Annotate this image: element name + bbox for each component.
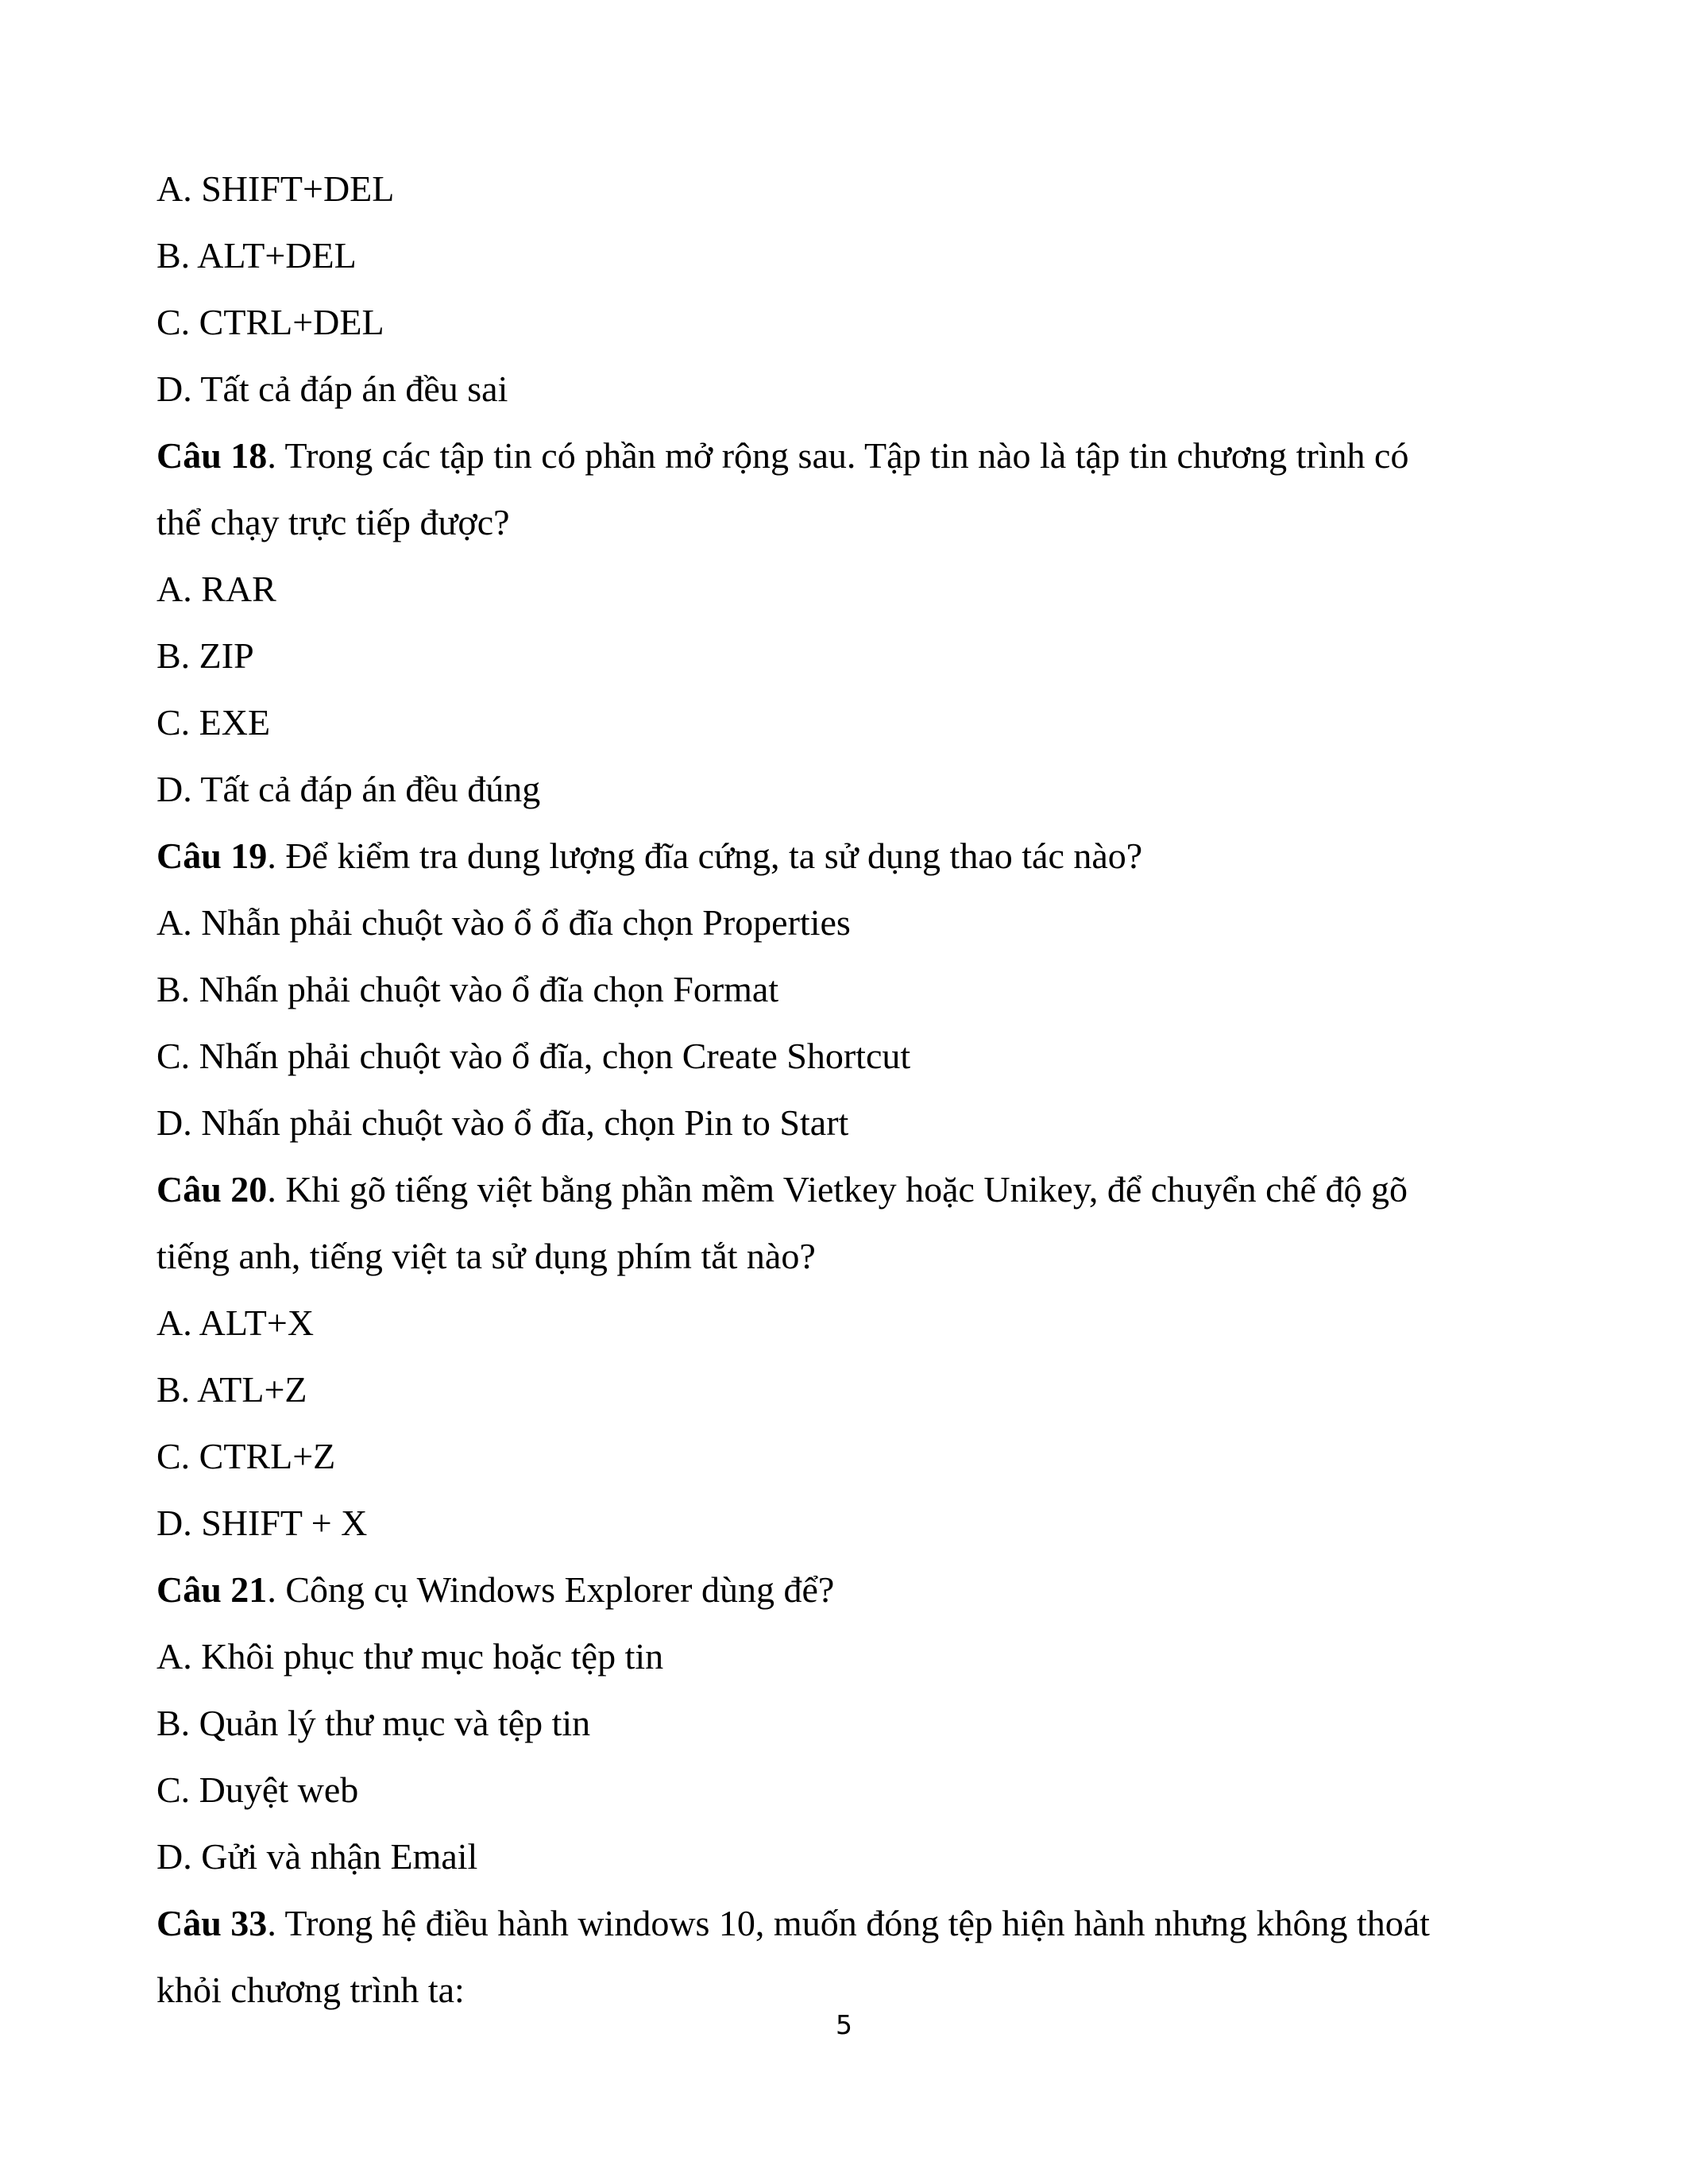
question-text: . Để kiểm tra dung lượng đĩa cứng, ta sử dụng thao tác nào? bbox=[267, 835, 1143, 876]
question-text: . Công cụ Windows Explorer dùng để? bbox=[267, 1569, 835, 1610]
option-a: A. RAR bbox=[156, 569, 276, 609]
option-c: C. EXE bbox=[156, 702, 271, 743]
option-a: A. Nhẫn phải chuột vào ổ ổ đĩa chọn Properties bbox=[156, 902, 851, 943]
question-21-stem bbox=[156, 1557, 1531, 1623]
option-b: B. Nhấn phải chuột vào ổ đĩa chọn Format bbox=[156, 969, 779, 1009]
option-d: D. SHIFT + X bbox=[156, 1503, 368, 1543]
question-label: Câu 20 bbox=[156, 1169, 268, 1210]
question-20-stem-cont: tiếng anh, tiếng việt ta sử dụng phím tắt nào? bbox=[156, 1236, 816, 1276]
question-33-stem bbox=[156, 1890, 1531, 1957]
option-d: D. Tất cả đáp án đều đúng bbox=[156, 769, 541, 809]
option-d: D. Nhấn phải chuột vào ổ đĩa, chọn Pin to Start bbox=[156, 1102, 849, 1143]
page-number: 5 bbox=[836, 2009, 852, 2040]
question-label: Câu 18 bbox=[156, 435, 268, 476]
question-33-stem-cont: khỏi chương trình ta: bbox=[156, 1970, 465, 2010]
question-label: Câu 19 bbox=[156, 835, 268, 876]
option-c: C. CTRL+Z bbox=[156, 1436, 336, 1476]
question-19-stem bbox=[156, 823, 1531, 889]
option-b: B. ATL+Z bbox=[156, 1369, 307, 1410]
question-text: . Trong các tập tin có phần mở rộng sau. Tập tin nào là tập tin chương trình có bbox=[267, 435, 1409, 476]
question-text: . Trong hệ điều hành windows 10, muốn đóng tệp hiện hành nhưng không thoát bbox=[267, 1903, 1430, 1943]
document-body bbox=[156, 156, 1531, 2024]
option-d: D. Tất cả đáp án đều sai bbox=[156, 369, 508, 409]
question-label: Câu 21 bbox=[156, 1569, 268, 1610]
option-c: C. Nhấn phải chuột vào ổ đĩa, chọn Create Shortcut bbox=[156, 1036, 911, 1076]
question-label: Câu 33 bbox=[156, 1903, 268, 1943]
question-text: . Khi gõ tiếng việt bằng phần mềm Vietkey hoặc Unikey, để chuyển chế độ gõ bbox=[267, 1169, 1408, 1210]
option-b: B. Quản lý thư mục và tệp tin bbox=[156, 1703, 591, 1743]
option-b: B. ZIP bbox=[156, 635, 254, 676]
question-18-stem-cont: thể chạy trực tiếp được? bbox=[156, 502, 510, 542]
option-a: A. SHIFT+DEL bbox=[156, 168, 395, 209]
option-a: A. ALT+X bbox=[156, 1302, 315, 1343]
option-c: C. CTRL+DEL bbox=[156, 302, 384, 342]
option-a: A. Khôi phục thư mục hoặc tệp tin bbox=[156, 1636, 664, 1677]
option-d: D. Gửi và nhận Email bbox=[156, 1836, 478, 1877]
option-b: B. ALT+DEL bbox=[156, 235, 357, 276]
question-20-stem bbox=[156, 1156, 1531, 1223]
option-c: C. Duyệt web bbox=[156, 1769, 359, 1810]
question-18-stem bbox=[156, 423, 1531, 489]
